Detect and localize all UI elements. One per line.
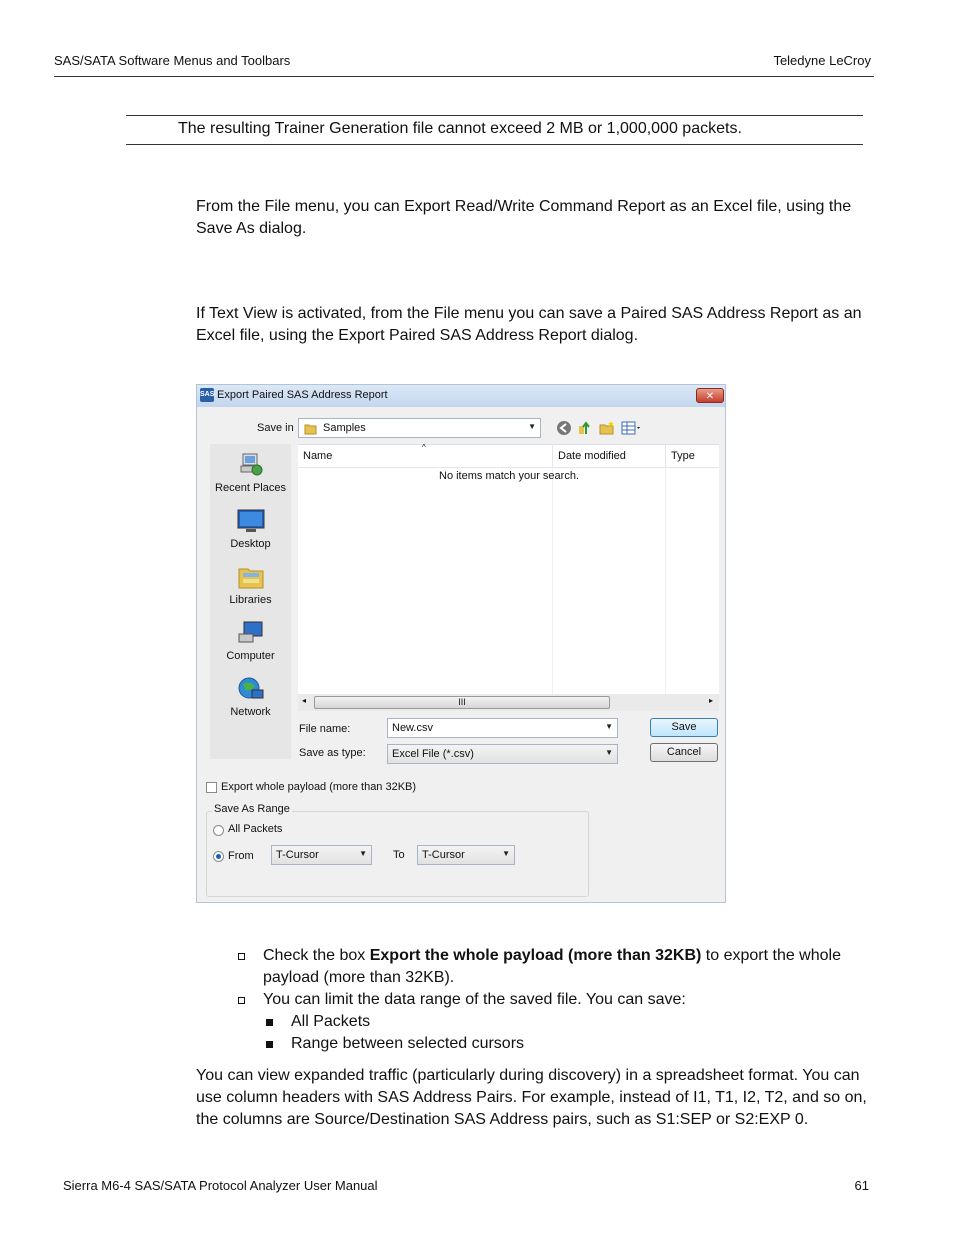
column-divider: [552, 467, 553, 695]
column-label: Type: [671, 450, 695, 462]
bullet-text: to export the whole payload (more than 32KB).: [263, 947, 841, 986]
bullet-limit-range: You can limit the data range of the saved file. You can save:: [263, 991, 686, 1008]
chevron-down-icon: ▼: [528, 422, 536, 431]
place-label: Desktop: [230, 538, 271, 550]
new-folder-icon[interactable]: [599, 420, 615, 436]
chevron-down-icon: ▼: [605, 722, 613, 731]
place-label: Libraries: [229, 594, 272, 606]
export-payload-checkbox[interactable]: [206, 782, 217, 793]
column-label: Date modified: [558, 450, 626, 462]
save-in-label: Save in: [257, 422, 294, 434]
bullet-text: Check the box: [263, 947, 370, 964]
paragraph-text-view: If Text View is activated, from the File menu you can save a Paired SAS Address Report as an Excel file, using the Export Paired SAS Address Report dialog.: [196, 305, 862, 344]
chevron-down-icon: ▼: [502, 849, 510, 858]
column-header-date[interactable]: [553, 445, 666, 468]
chevron-down-icon: ▼: [359, 849, 367, 858]
footer-left: Sierra M6-4 SAS/SATA Protocol Analyzer User Manual: [63, 1178, 378, 1193]
column-header-type[interactable]: [666, 445, 719, 468]
libraries-icon: [237, 564, 265, 590]
column-label: Name: [303, 450, 333, 462]
file-name-input[interactable]: [387, 718, 618, 738]
to-cursor-value: T-Cursor: [422, 849, 465, 861]
view-menu-icon[interactable]: [621, 420, 643, 436]
place-network[interactable]: [210, 676, 291, 718]
from-cursor-select[interactable]: [271, 845, 372, 865]
folder-icon: [304, 422, 317, 435]
checkbox-bullet-icon: [238, 997, 245, 1004]
square-bullet-icon: [266, 1019, 273, 1026]
file-name-value: New.csv: [392, 722, 433, 734]
paragraph-expanded-traffic: You can view expanded traffic (particularly during discovery) in a spreadsheet format. You can use column headers with SAS Address Pairs. For example, instead of I1, T1, I2, T2, and so on, the columns are Source/Destination SAS Address pairs, such as S1:SEP or S2:EXP 0.: [196, 1067, 867, 1128]
scroll-right-icon[interactable]: ▸: [708, 696, 713, 705]
sub-bullet-all-packets: All Packets: [291, 1013, 371, 1030]
place-libraries[interactable]: [210, 564, 291, 606]
note-bottom-rule: [126, 144, 863, 145]
sub-bullet-range: Range between selected cursors: [291, 1035, 525, 1052]
save-in-value: Samples: [323, 422, 366, 434]
app-icon: SAS: [200, 388, 214, 402]
paragraph-export-rw: From the File menu, you can Export Read/Write Command Report as an Excel file, using the Save As dialog.: [196, 198, 852, 237]
all-packets-radio[interactable]: [213, 825, 224, 836]
to-cursor-select[interactable]: [417, 845, 515, 865]
from-radio[interactable]: [213, 851, 224, 862]
bullet-export-payload: [263, 945, 871, 989]
header-right: Teledyne LeCroy: [773, 53, 871, 68]
all-packets-label[interactable]: All Packets: [228, 823, 283, 835]
from-label[interactable]: From: [228, 850, 254, 862]
sort-arrow-icon: ^: [422, 443, 426, 452]
recent-places-icon: [237, 452, 265, 478]
empty-message: No items match your search.: [439, 470, 579, 482]
desktop-icon: [237, 508, 265, 534]
up-folder-icon[interactable]: [577, 420, 593, 436]
save-button[interactable]: Save: [650, 718, 718, 737]
to-label: To: [393, 849, 405, 861]
export-payload-label[interactable]: Export whole payload (more than 32KB): [221, 781, 417, 793]
computer-icon: [237, 620, 265, 646]
close-button[interactable]: ✕: [696, 388, 724, 403]
save-type-label: Save as type:: [299, 747, 366, 759]
dialog-titlebar[interactable]: [197, 385, 725, 407]
square-bullet-icon: [266, 1041, 273, 1048]
file-name-label: File name:: [299, 723, 351, 735]
save-type-select[interactable]: [387, 744, 618, 764]
save-range-label: Save As Range: [214, 803, 290, 815]
scroll-left-icon[interactable]: ◂: [302, 696, 307, 705]
network-icon: [237, 676, 265, 702]
chevron-down-icon: ▼: [605, 748, 613, 757]
save-in-select[interactable]: [298, 418, 541, 438]
place-computer[interactable]: [210, 620, 291, 662]
place-recent-places[interactable]: [210, 452, 291, 494]
dialog-title: Export Paired SAS Address Report: [217, 389, 388, 401]
from-cursor-value: T-Cursor: [276, 849, 319, 861]
checkbox-bullet-icon: [238, 953, 245, 960]
back-icon[interactable]: [556, 420, 572, 436]
place-label: Computer: [226, 650, 275, 662]
column-divider: [665, 467, 666, 695]
place-label: Recent Places: [215, 482, 286, 494]
cancel-button[interactable]: Cancel: [650, 743, 718, 762]
scroll-thumb[interactable]: III: [314, 696, 610, 709]
header-rule: [54, 76, 874, 77]
places-bar: [210, 444, 291, 759]
file-list[interactable]: [298, 444, 719, 695]
note-text: The resulting Trainer Generation file cannot exceed 2 MB or 1,000,000 packets.: [178, 120, 742, 137]
bullet-bold-text: Export the whole payload (more than 32KB): [369, 947, 702, 964]
horizontal-scrollbar[interactable]: [298, 694, 719, 711]
save-type-value: Excel File (*.csv): [392, 748, 474, 760]
column-header-name[interactable]: [298, 445, 553, 468]
note-top-rule: [126, 115, 863, 116]
page-number: 61: [854, 1178, 869, 1193]
place-desktop[interactable]: [210, 508, 291, 550]
export-dialog: [196, 384, 726, 903]
place-label: Network: [230, 706, 271, 718]
header-left: SAS/SATA Software Menus and Toolbars: [54, 53, 291, 68]
